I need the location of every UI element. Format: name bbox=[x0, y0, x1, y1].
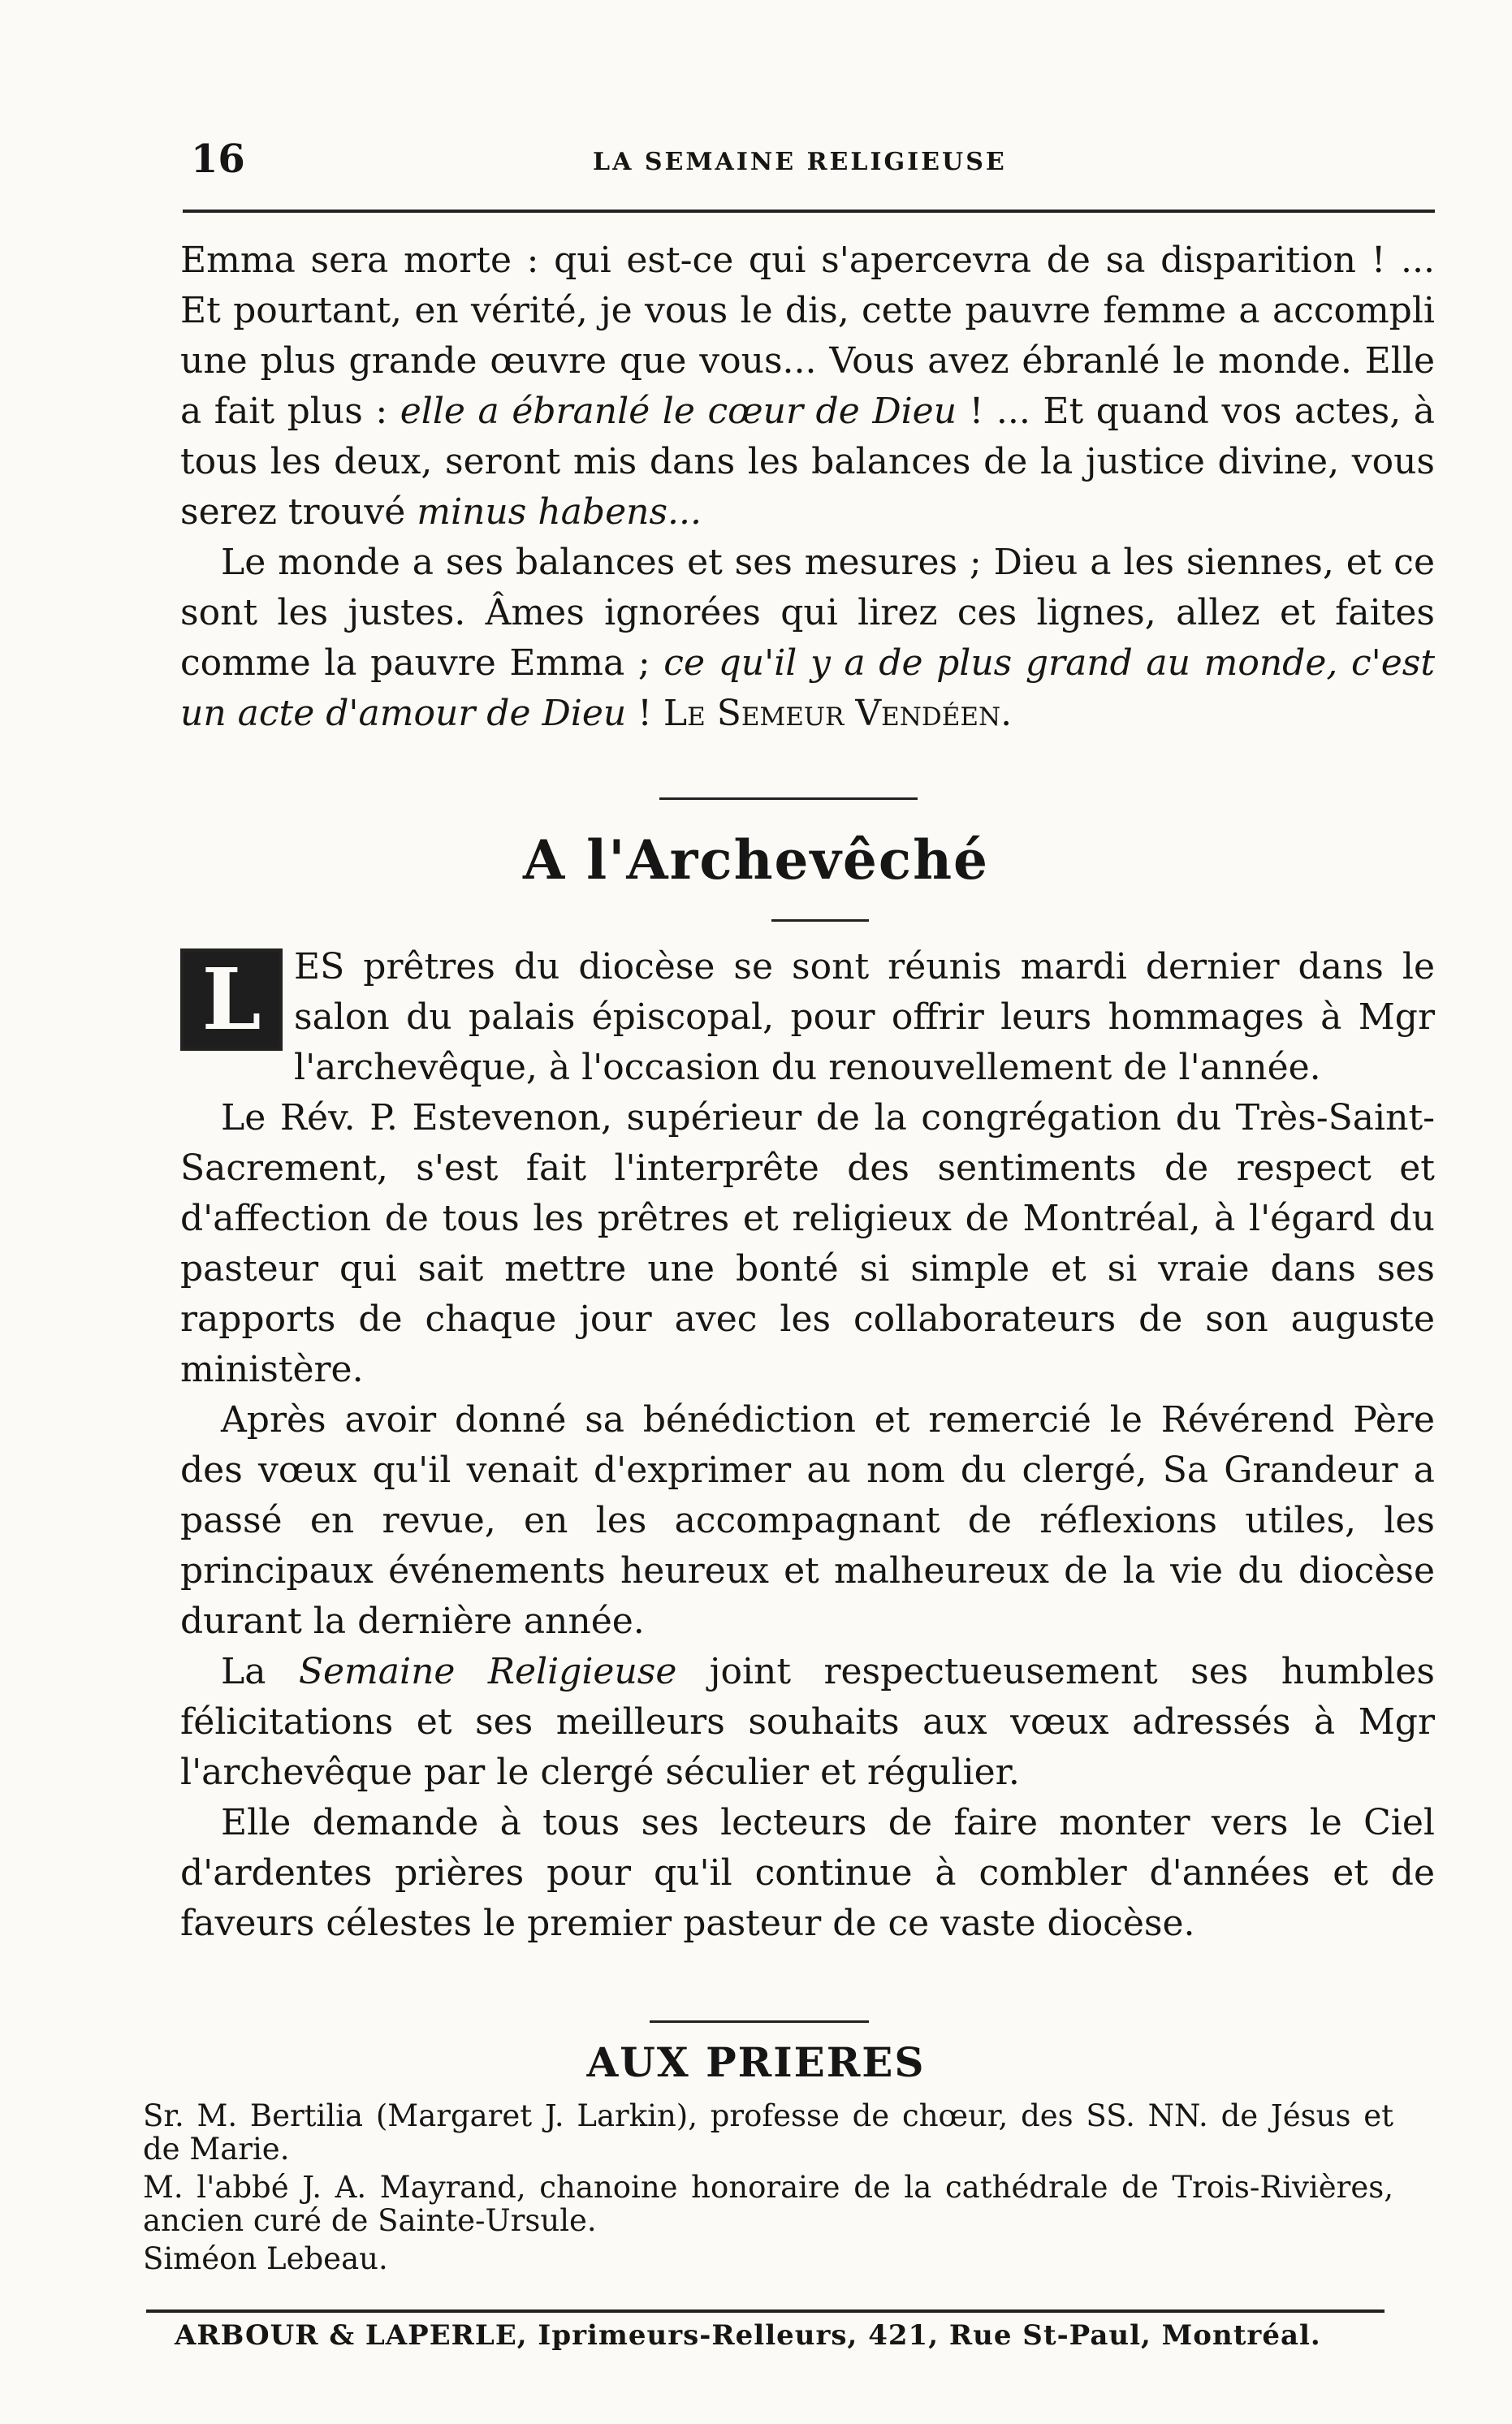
text-run: Le monde a ses balances et ses mesures ; Dieu a les siennes, et ce sont les justes. Âmes ignorées qui lirez ces lignes, allez et faites comme la pauvre Emma ; bbox=[180, 542, 1435, 684]
header-rule bbox=[183, 210, 1435, 213]
section-paragraph-4 bbox=[180, 1647, 1435, 1798]
section-title: A l'Archevêché bbox=[522, 828, 990, 892]
text-run: ES prêtres du diocèse se sont réunis mardi dernier dans le salon du palais épiscopal, pour offrir leurs hommages à Mgr l'archevêque, à l'occasion du renouvellement de l'année. bbox=[294, 946, 1435, 1088]
continued-paragraph-2 bbox=[180, 538, 1435, 739]
continued-article bbox=[180, 235, 1435, 739]
dropcap-initial: L bbox=[180, 948, 283, 1051]
text-run: La bbox=[221, 1651, 299, 1692]
page-number: 16 bbox=[191, 136, 245, 182]
prayer-item: M. l'abbé J. A. Mayrand, chanoine honoraire de la cathédrale de Trois-Rivières, ancien curé de Sainte-Ursule. bbox=[143, 2170, 1393, 2238]
text-run: joint respectueusement ses humbles félicitations et ses meilleurs souhaits aux vœux adressés à Mgr l'archevêque par le clergé séculier et régulier. bbox=[180, 1651, 1436, 1793]
section-divider bbox=[659, 797, 918, 800]
section-paragraph-3: Après avoir donné sa bénédiction et remercié le Révérend Père des vœux qu'il venait d'exprimer au nom du clergé, Sa Grandeur a passé en revue, en les accompagnant de réflexions utiles, les principaux événements heureux et malheureux de la vie du diocèse durant la dernière année. bbox=[180, 1399, 1435, 1642]
article-signature: Le Semeur Vendéen. bbox=[663, 693, 1013, 734]
prayer-item: Sr. M. Bertilia (Margaret J. Larkin), professe de chœur, des SS. NN. de Jésus et de Marie. bbox=[143, 2098, 1393, 2167]
title-underline bbox=[771, 919, 869, 922]
continued-paragraph-1 bbox=[180, 235, 1435, 538]
text-run: ! ... Et quand vos actes, à tous les deux, seront mis dans les balances de la justice divine, vous serez trouvé bbox=[180, 391, 1435, 533]
italic-run: ce qu'il y a de plus grand au monde, c'est un acte d'amour de Dieu bbox=[180, 642, 1436, 734]
prayers-title: AUX PRIERES bbox=[586, 2038, 926, 2086]
section-paragraph-2: Le Rév. P. Estevenon, supérieur de la congrégation du Très-Saint-Sacrement, s'est fait l'interprête des sentiments de respect et d'affection de tous les prêtres et religieux de Montréal, à l'égard du pasteur qui sait mettre une bonté si simple et si vraie dans ses rapports de chaque jour avec les collaborateurs de son auguste ministère. bbox=[180, 1097, 1435, 1390]
prayers-list bbox=[143, 2099, 1393, 2280]
prayer-item: Siméon Lebeau. bbox=[143, 2241, 388, 2276]
section-paragraph-5: Elle demande à tous ses lecteurs de faire monter vers le Ciel d'ardentes prières pour qu'il continue à combler d'années et de faveurs célestes le premier pasteur de ce vaste diocèse. bbox=[180, 1802, 1435, 1944]
prayers-divider bbox=[650, 2020, 869, 2023]
italic-run: minus habens... bbox=[417, 491, 702, 533]
running-title: LA SEMAINE RELIGIEUSE bbox=[593, 148, 1007, 176]
italic-run: Semaine Religieuse bbox=[298, 1651, 677, 1692]
section-paragraph-1 bbox=[180, 942, 1435, 1093]
text-run: Emma sera morte : qui est-ce qui s'apercevra de sa disparition ! ... Et pourtant, en vérité, je vous le dis, cette pauvre femme a accompli une plus grande œuvre que vous... Vous avez ébranlé le monde. Elle a fait plus : bbox=[180, 240, 1435, 432]
text-run: ! bbox=[626, 693, 663, 734]
printer-imprint: ARBOUR & LAPERLE, Iprimeurs-Relleurs, 421, Rue St-Paul, Montréal. bbox=[175, 2319, 1321, 2352]
section-article bbox=[180, 942, 1435, 1949]
italic-run: elle a ébranlé le cœur de Dieu bbox=[400, 391, 957, 432]
footer-rule bbox=[146, 2309, 1385, 2313]
